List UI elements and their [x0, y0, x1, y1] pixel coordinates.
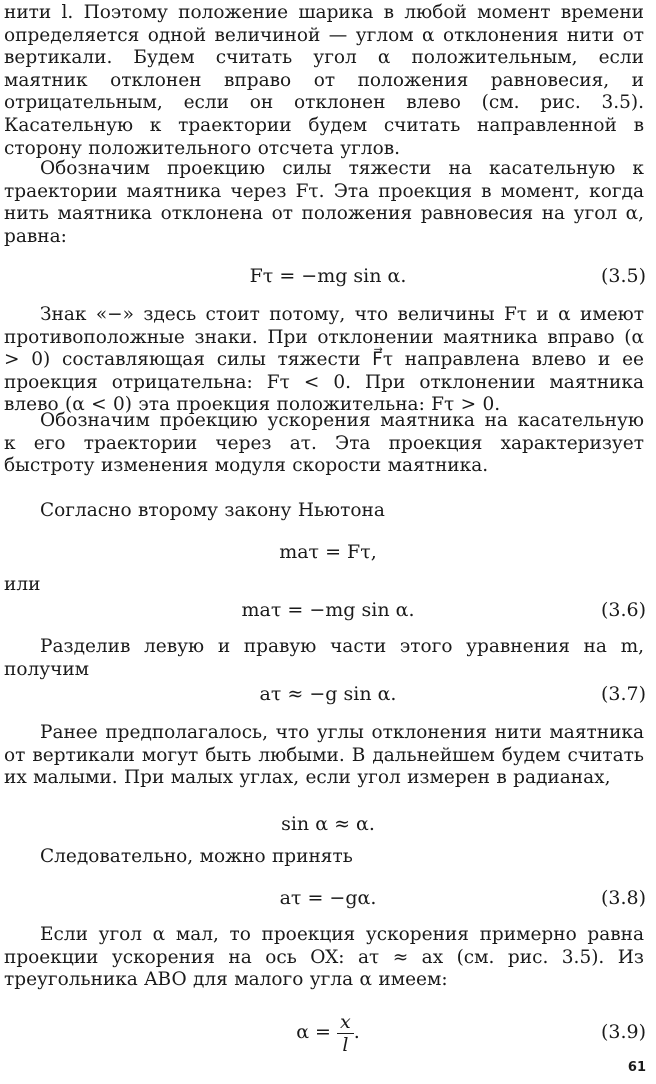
equation-newton [0, 538, 656, 566]
equation-3-9 [0, 1008, 656, 1056]
equation-number: (3.7) [600, 683, 646, 705]
paragraph-pendulum-angle: нити l. Поэтому положение шарика в любой момент времени определяется одной величиной — углом α отклонения нити от вертикали. Будем считать угол α положительным, если маятник отклонен вправо от положения равновесия, и отрицательным, если он отклонен влево (см. рис. 3.5). Касательную к траектории будем считать направленной в сторону положительного отсчета углов. [4, 2, 644, 159]
fraction-numerator: x [337, 1011, 354, 1034]
paragraph-gravity-projection: Обозначим проекцию силы тяжести на касательную к траектории маятника через Fτ. Эта проекция в момент, когда нить маятника отклонена от положения равновесия на угол α, равна: [4, 158, 644, 247]
paragraph-small-alpha: Если угол α мал, то проекция ускорения примерно равна проекции ускорения на ось OX: aτ ≈ ax (см. рис. 3.5). Из треугольника ABO для малого угла α имеем: [4, 924, 644, 991]
equation-formula: Fτ = −mg sin α. [249, 265, 407, 287]
equation-lhs: α = [296, 1021, 331, 1043]
equation-formula: sin α ≈ α. [281, 813, 375, 835]
paragraph-small-angles: Ранее предполагалось, что углы отклонения нити маятника от вертикали могут быть любыми. В дальнейшем будем считать их малыми. При малых углах, если угол измерен в радианах, [4, 722, 644, 789]
paragraph-or: или [4, 574, 41, 595]
paragraph-therefore: Следовательно, можно принять [40, 846, 353, 867]
equation-end: . [353, 1021, 360, 1043]
paragraph-newton-law: Согласно второму закону Ньютона [40, 500, 385, 521]
equation-3-7 [0, 680, 656, 708]
equation-sin-approx [0, 810, 656, 838]
paragraph-acceleration-projection: Обозначим проекцию ускорения маятника на касательную к его траектории через aτ. Эта проекция характеризует быстроту изменения модуля скорости маятника. [4, 410, 644, 477]
equation-number: (3.5) [600, 265, 646, 287]
paragraph-sign-explanation: Знак «−» здесь стоит потому, что величины Fτ и α имеют противоположные знаки. При отклонении маятника вправо (α > 0) составляющая силы тяжести F⃗τ направлена влево и ее проекция отрицательна: Fτ < 0. При отклонении маятника влево (α < 0) эта проекция положительна: Fτ > 0. [4, 304, 644, 416]
equation-number: (3.6) [600, 599, 646, 621]
page-number: 61 [627, 1060, 646, 1075]
equation-number: (3.8) [600, 887, 646, 909]
fraction [337, 1011, 354, 1056]
equation-3-6 [0, 596, 656, 624]
equation-formula: aτ = −gα. [279, 887, 377, 909]
equation-formula: maτ = Fτ, [279, 541, 377, 563]
equation-formula: aτ ≈ −g sin α. [259, 683, 397, 705]
fraction-denominator: l [342, 1033, 349, 1056]
equation-formula: maτ = −mg sin α. [241, 599, 415, 621]
paragraph-divide: Разделив левую и правую части этого уравнения на m, получим [4, 636, 644, 680]
equation-3-8 [0, 884, 656, 912]
equation-3-5 [0, 262, 656, 290]
equation-formula [0, 1008, 656, 1056]
equation-number: (3.9) [600, 1021, 646, 1043]
